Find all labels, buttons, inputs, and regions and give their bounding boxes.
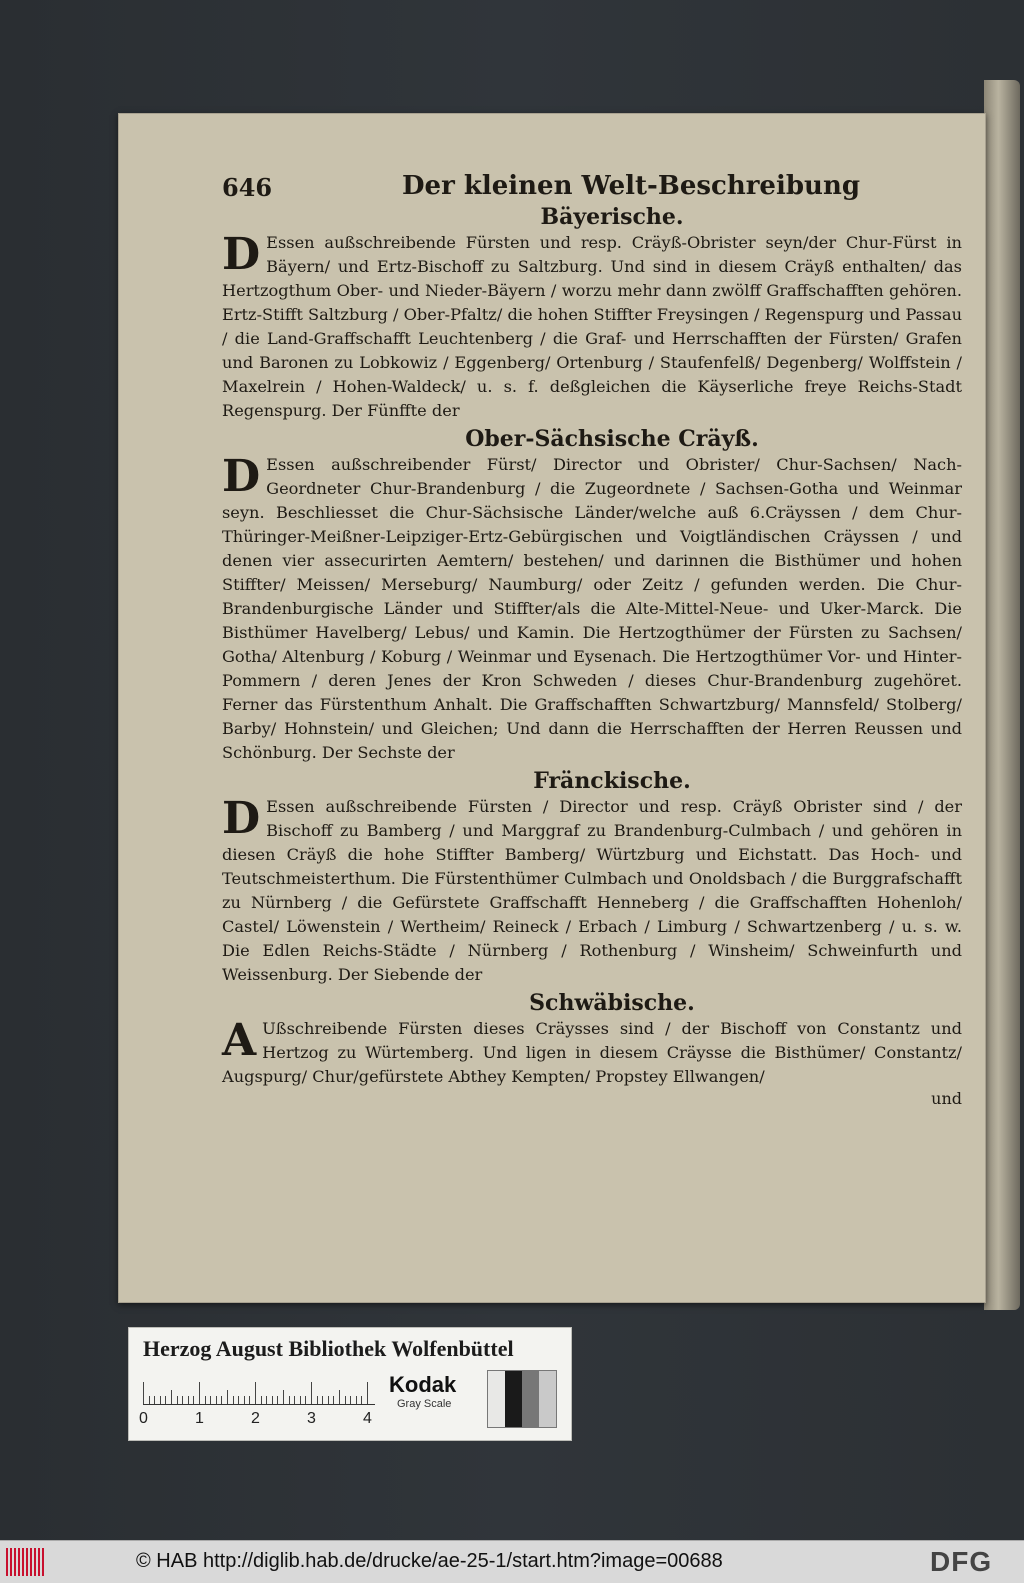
ruler-tick [205,1396,206,1404]
ruler-tick [160,1396,161,1404]
ruler-tick [328,1396,329,1404]
ruler-tick [227,1390,228,1404]
ruler-tick [216,1396,217,1404]
scale-ruler [143,1376,375,1405]
scale-number: 3 [307,1410,316,1427]
scale-number: 0 [139,1410,148,1427]
scale-number: 4 [363,1410,372,1427]
section-swabian [222,989,962,1089]
ruler-tick [193,1396,194,1404]
page-text-block [222,169,962,1109]
paragraph-text: Essen außschreibende Fürsten / Director und resp. Cräyß Obrister sind / der Bischoff zu Bamberg / und Marggraf zu Brandenburg-Culmbach / und gehören in diesen Cräyß die hohe Stiffter Bamberg/ Würtzburg und Eichstatt. Das Hoch- und Teutschmeisterthum. Die Fürstenthümer Culmbach und Onoldsbach / die Burggrafschafft zu Nürnberg / die Gefürstete Graffschafft Henneberg / die Graffschafften Hohenloh/ Castel/ Löwenstein / Wertheim/ Reineck / Erbach / Limburg / Schwartzenberg / u. s. w. Die Edlen Reichs-Städte / Nürnberg / Rothenburg / Winsheim/ Schweinfurth und Weissenburg. Der Siebende der [222,797,962,984]
ruler-tick [356,1396,357,1404]
ruler-tick [210,1396,211,1404]
ruler-tick [350,1396,351,1404]
section-title: Ober-Sächsische Cräyß. [465,426,759,452]
ruler-tick [182,1396,183,1404]
ruler-tick [277,1396,278,1404]
ruler-tick [171,1390,172,1404]
section-paragraph [222,1017,962,1089]
dropcap: A [222,1015,257,1066]
dfg-logo: DFG [930,1546,993,1577]
paragraph-text: Ußschreibende Fürsten dieses Cräysses sind / der Bischoff von Constantz und Hertzog zu Würtemberg. Und ligen in diesem Cräysse die Bisthümer/ Constantz/ Augspurg/ Chur/gefürstete Abthey Kempten/ Propstey Ellwangen/ [222,1019,962,1086]
ruler-tick [188,1396,189,1404]
gray-patch [539,1371,556,1427]
ruler-tick [149,1396,150,1404]
ruler-tick [367,1382,368,1404]
section-paragraph [222,795,962,987]
gray-patch [505,1371,522,1427]
ruler-tick [143,1382,144,1404]
section-paragraph [222,231,962,423]
ruler-tick [345,1396,346,1404]
section-paragraph [222,453,962,765]
ruler-tick [233,1396,234,1404]
kodak-brand: Kodak [389,1372,457,1397]
ruler-tick [154,1396,155,1404]
section-upper-saxon [222,425,962,765]
library-label-card [128,1327,572,1441]
gray-scale-patches [487,1370,557,1428]
page-edge-right [984,80,1020,1310]
ruler-tick [300,1396,301,1404]
gray-patch [488,1371,505,1427]
gray-patch [522,1371,539,1427]
section-franconian [222,767,962,987]
ruler-tick [199,1382,200,1404]
page-number: 646 [222,173,273,202]
running-head: Der kleinen Welt-Beschreibung [402,171,861,201]
ruler-tick [238,1396,239,1404]
ruler-tick [305,1396,306,1404]
catchword: und [931,1089,962,1108]
ruler-tick [333,1396,334,1404]
paragraph-text: Essen außschreibender Fürst/ Director und Obrister/ Chur-Sachsen/ Nach-Geordneter Chur-Brandenburg / die Zugeordnete / Sachsen-Gotha und Weinmar seyn. Beschliesset die Chur-Sächsische Länder/welche auß 6.Cräyssen / dem Chur-Thüringer-Meißner-Leipziger-Ertz-Gebürgischen und Voigtländischen Cräyssen / und denen vier assecurirten Aemtern/ bestehen/ und darinnen die Bisthümer und hohen Stiffter/ Meissen/ Merseburg/ Naumburg/ oder Zeitz / gefunden werden. Die Chur-Brandenburgische Länder und Stiffter/als die Alte-Mittel-Neue- und Uker-Marck. Die Bisthümer Havelberg/ Lebus/ und Kamin. Die Hertzogthümer der Fürsten zu Sachsen/ Gotha/ Altenburg / Koburg / Weinmar und Eysenach. Die Hertzogthümer Vor- und Hinter-Pommern / deren Jenes der Kron Schweden / dieses Chur-Brandenburg zugehöret. Ferner das Fürstenthum Anhalt. Die Graffschafften Schwartzburg/ Mannsfeld/ Stolberg/ Barby/ Hohnstein/ und Gleichen; Und dann die Herrschafften der Herren Reussen und Schönburg. Der Sechste der [222,455,962,762]
ruler-tick [294,1396,295,1404]
section-bavarian [222,203,962,423]
paragraph-text: Essen außschreibende Fürsten und resp. Cräyß-Obrister seyn/der Chur-Fürst in Bäyern/ und Ertz-Bischoff zu Saltzburg. Und sind in diesem Cräyß enthalten/ das Hertzogthum Ober- und Nieder-Bäyern / worzu mehr dann zwölff Graffschafften gehören. Ertz-Stifft Saltzburg / Ober-Pfaltz/ die hohen Stiffter Freysingen / Regenspurg und Passau / die Land-Graffschafft Leuchtenberg / die Graf- und Herrschafften der Fürsten/ Grafen und Baronen zu Lobkowiz / Eggenberg/ Ortenburg / Staufenfelß/ Degenberg/ Wolffstein / Maxelrein / Hohen-Waldeck/ u. s. f. deßgleichen die Käyserliche freye Reichs-Stadt Regenspurg. Der Fünffte der [222,233,962,420]
dropcap: D [222,451,261,502]
dropcap: D [222,793,261,844]
section-title: Bäyerische. [540,204,684,230]
viewer-footer [0,1540,1024,1583]
ruler-tick [272,1396,273,1404]
dropcap: D [222,229,261,280]
ruler-tick [317,1396,318,1404]
ruler-tick [255,1382,256,1404]
ruler-tick [289,1396,290,1404]
ruler-tick [244,1396,245,1404]
book-page [118,113,986,1303]
ruler-tick [311,1382,312,1404]
ruler-tick [249,1396,250,1404]
ruler-tick [339,1390,340,1404]
section-title: Schwäbische. [529,990,695,1016]
library-name: Herzog August Bibliothek Wolfenbüttel [143,1336,514,1361]
kodak-subtitle: Gray Scale [397,1398,452,1410]
ruler-tick [165,1396,166,1404]
barcode-icon [6,1548,46,1576]
scale-numbers [139,1410,389,1430]
page-header [222,169,962,203]
scale-number: 1 [195,1410,204,1427]
ruler-tick [361,1396,362,1404]
ruler-tick [322,1396,323,1404]
scale-number: 2 [251,1410,260,1427]
section-title: Fränckische. [533,768,691,794]
ruler-tick [177,1396,178,1404]
ruler-tick [266,1396,267,1404]
footer-credit-link[interactable]: © HAB http://diglib.hab.de/drucke/ae-25-1/start.htm?image=00688 [136,1550,723,1572]
ruler-tick [221,1396,222,1404]
ruler-tick [283,1390,284,1404]
ruler-tick [261,1396,262,1404]
